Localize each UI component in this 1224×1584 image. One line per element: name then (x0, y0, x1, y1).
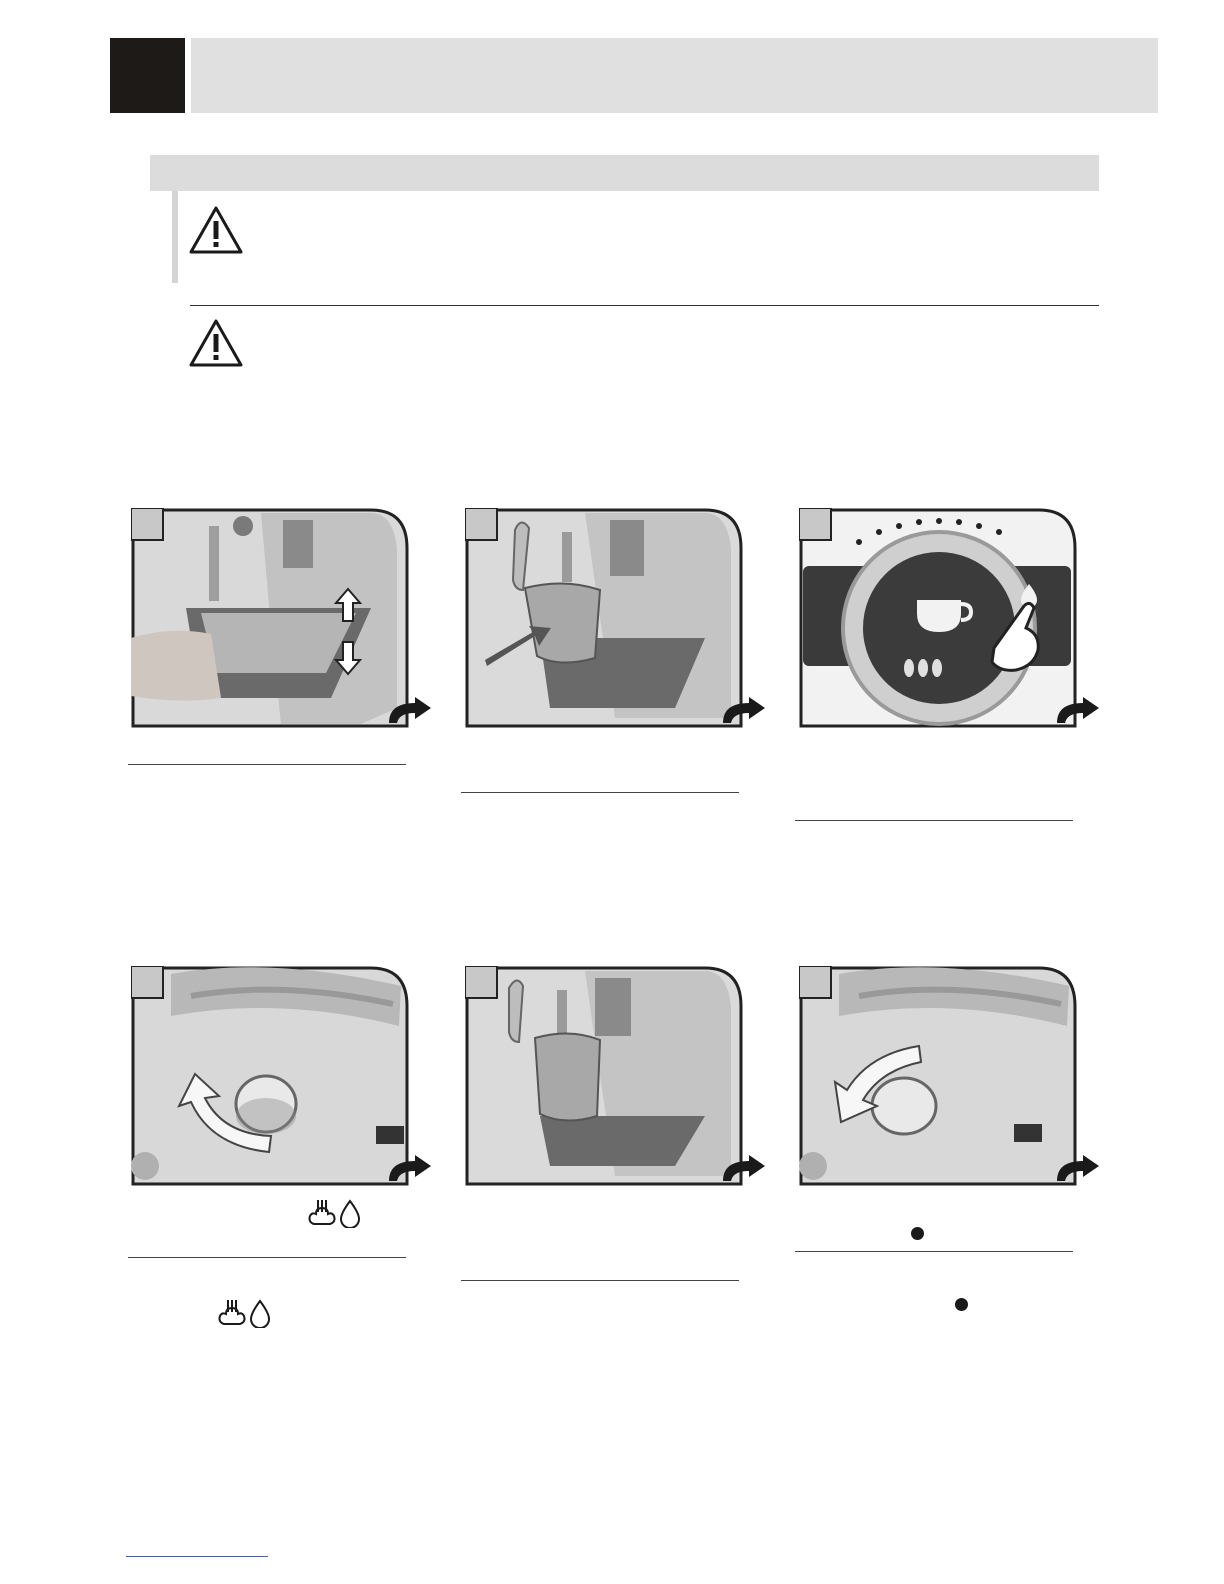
steam-and-water-icon (216, 1298, 274, 1333)
step-1-illustration (131, 508, 431, 746)
step-5-illustration (465, 966, 765, 1204)
page-header-bar (191, 38, 1158, 113)
step-5-rule (461, 1280, 739, 1281)
separator-line (190, 305, 1099, 306)
chapter-number-block (110, 38, 185, 113)
next-step-arrow-icon (721, 697, 767, 730)
warning-triangle-icon (188, 205, 244, 255)
note-side-rule (172, 191, 178, 283)
next-step-arrow-icon (721, 1155, 767, 1188)
step-3-rule (795, 820, 1073, 821)
warning-triangle-icon (188, 318, 244, 368)
next-step-arrow-icon (1055, 697, 1101, 730)
step-1-rule (128, 764, 406, 765)
step-4-illustration (131, 966, 431, 1204)
step-4-rule (128, 1257, 406, 1258)
section-title-bar (150, 155, 1099, 191)
next-step-arrow-icon (387, 1155, 433, 1188)
step-6-illustration (799, 966, 1099, 1204)
dot-icon (955, 1298, 968, 1311)
step-2-illustration (465, 508, 765, 746)
step-2-rule (461, 792, 739, 793)
next-step-arrow-icon (387, 697, 433, 730)
step-6-rule (795, 1251, 1073, 1252)
step-3-illustration (799, 508, 1099, 746)
next-step-arrow-icon (1055, 1155, 1101, 1188)
dot-icon (911, 1227, 924, 1240)
footer-link-underline[interactable] (126, 1556, 268, 1557)
steam-and-water-icon (306, 1198, 364, 1233)
